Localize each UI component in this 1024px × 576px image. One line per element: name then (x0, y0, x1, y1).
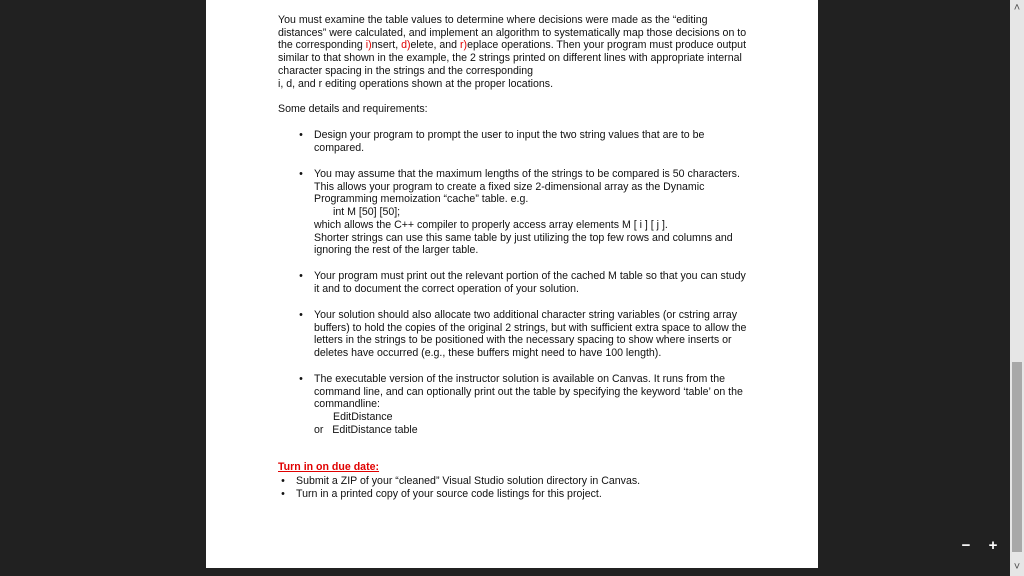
or-label: or (314, 423, 324, 436)
intro-text: i, d, and r editing operations shown at the proper locations. (278, 77, 554, 90)
insert-marker: i) (365, 39, 372, 52)
requirement-text: The executable version of the instructor solution is available on Canvas. It runs from the command line, and can optionally print out the table by specifying the keyword ‘table’ on the commandline: (314, 373, 743, 411)
requirement-item (299, 373, 754, 437)
bullet-icon: • (299, 270, 303, 282)
code-sample: int M [50] [50]; (333, 206, 401, 219)
vertical-scrollbar[interactable] (1010, 0, 1024, 576)
scroll-down-icon[interactable]: ˅ (1013, 561, 1021, 573)
delete-marker: d) (401, 39, 411, 52)
requirement-text: which allows the C++ compiler to properly access array elements M [ i ] [ j ]. (314, 218, 668, 231)
requirement-text: Shorter strings can use this same table by just utilizing the top few rows and columns and ignoring the rest of the larger table. (314, 231, 733, 257)
bullet-icon: • (299, 168, 303, 180)
details-heading: Some details and requirements: (278, 103, 428, 115)
scroll-up-icon[interactable]: ˄ (1013, 2, 1021, 14)
intro-paragraph (278, 14, 748, 90)
scrollbar-thumb[interactable] (1012, 362, 1022, 552)
bullet-icon: • (281, 488, 285, 500)
intro-text: eplace operations. Then your program must produce output similar to that shown in the example, the 2 strings printed on different lines with appropriate internal character spacing in the strings and the corresponding (278, 39, 747, 77)
bullet-icon: • (299, 129, 303, 141)
document-page (206, 0, 818, 568)
zoom-out-button[interactable]: − (961, 537, 971, 554)
requirement-item (299, 129, 754, 154)
requirement-item (299, 309, 754, 360)
command-example: EditDistance table (332, 423, 418, 436)
requirement-text: You may assume that the maximum lengths of the strings to be compared is 50 characters. This allows your program to create a fixed size 2-dimensional array as the Dynamic Programming memoization “cache” table. e.g. (314, 168, 740, 206)
intro-text: You must examine the table values to determine where decisions were made as the “editing distances” were calculated, and implement an algorithm to systematically map those decisions on to the corresponding (278, 14, 747, 52)
command-example-alt (314, 424, 754, 437)
requirement-text: Your program must print out the relevant portion of the cached M table so that you can study it and to document the correct operation of your solution. (314, 270, 746, 295)
requirement-item (299, 270, 754, 295)
turnin-item (281, 488, 716, 501)
turnin-item (281, 475, 716, 488)
turnin-text: Turn in a printed copy of your source code listings for this project. (296, 488, 602, 500)
command-example: EditDistance (333, 411, 393, 424)
replace-marker: r) (460, 39, 468, 52)
bullet-icon: • (281, 475, 285, 487)
requirement-text: Your solution should also allocate two additional character string variables (or cstring array buffers) to hold the copies of the original 2 strings, but with sufficient extra space to allow the letters in the strings to be positioned with the necessary spacing to show where inserts or deletes have occurred (e.g., these buffers might need to have 100 length). (314, 309, 747, 360)
zoom-in-button[interactable]: + (988, 537, 998, 554)
bullet-icon: • (299, 373, 303, 385)
intro-text: elete, and (410, 39, 461, 52)
turnin-heading: Turn in on due date: (278, 461, 380, 473)
turnin-text: Submit a ZIP of your “cleaned” Visual Studio solution directory in Canvas. (296, 475, 641, 487)
intro-text: nsert, (371, 39, 402, 52)
requirement-item (299, 168, 754, 257)
bullet-icon: • (299, 309, 303, 321)
requirement-text: Design your program to prompt the user to input the two string values that are to be compared. (314, 129, 705, 154)
